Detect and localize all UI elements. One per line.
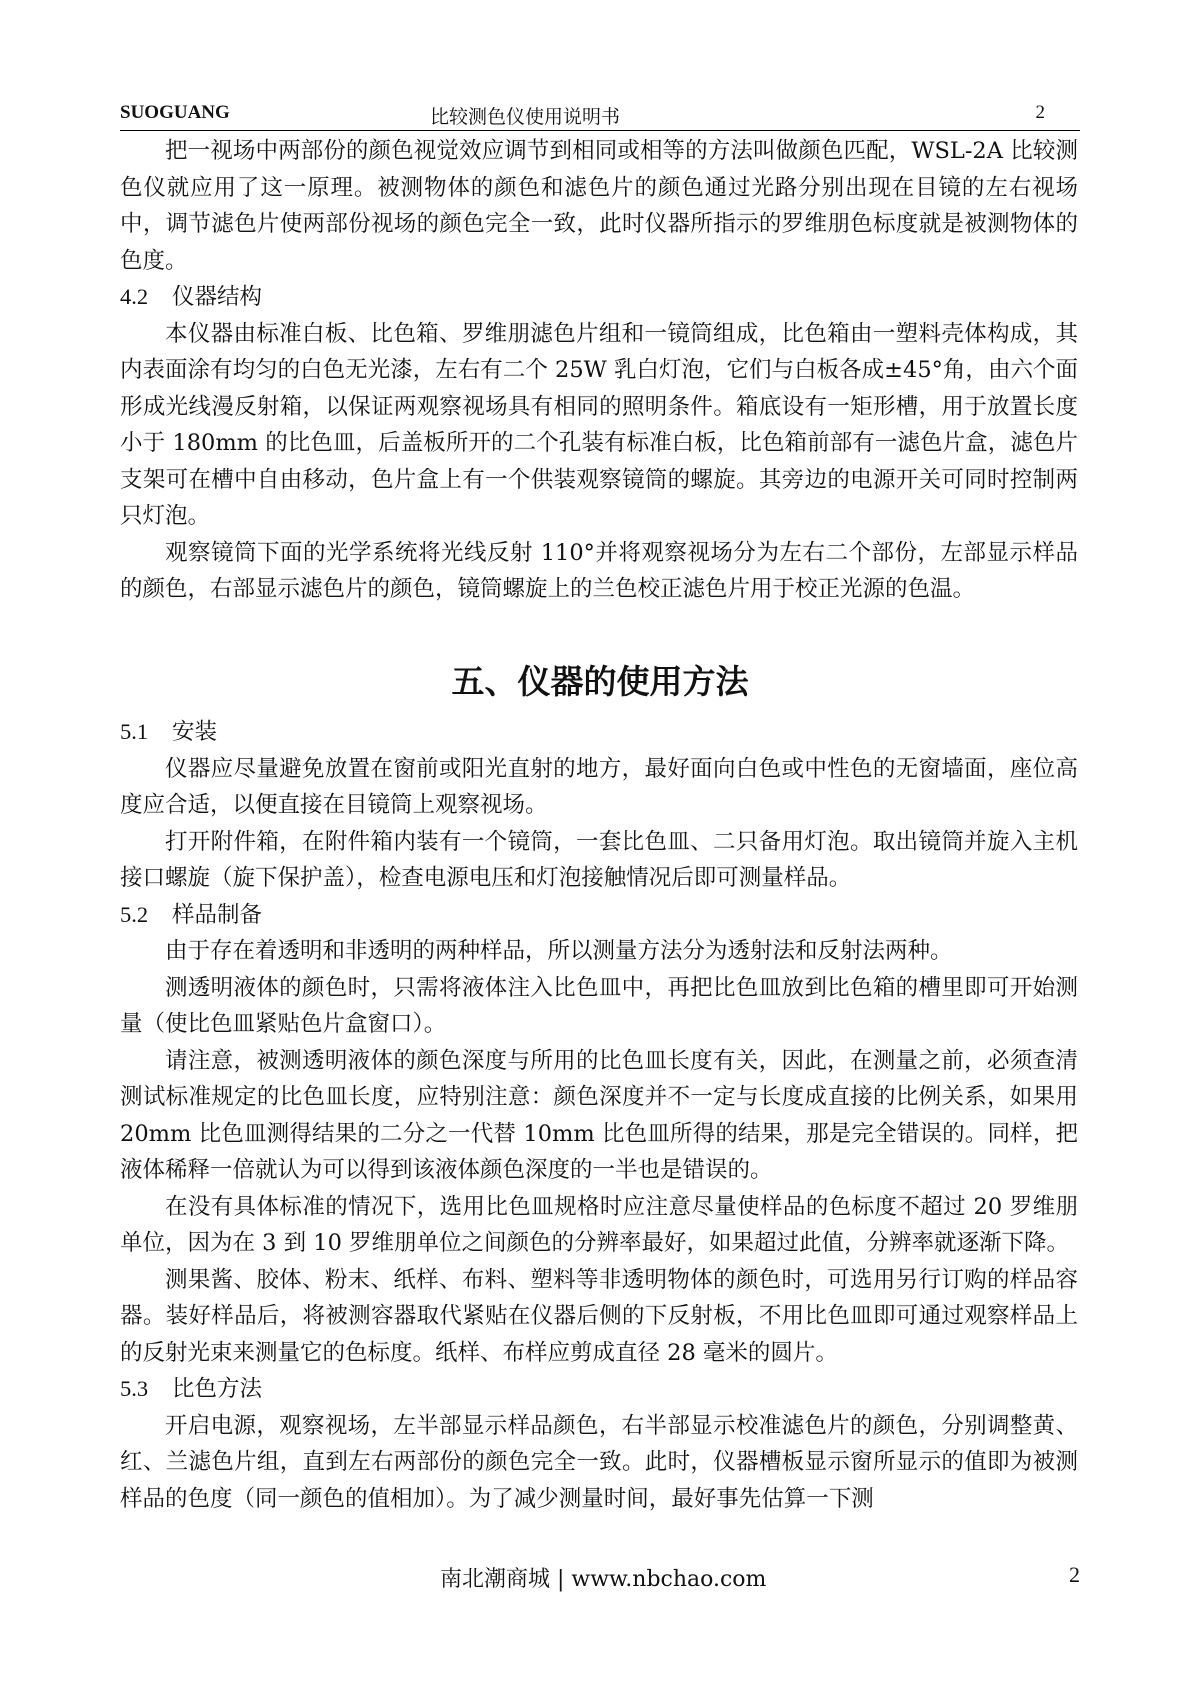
section-number: 4.2 — [120, 284, 149, 309]
paragraph: 测透明液体的颜色时，只需将液体注入比色皿中，再把比色皿放到比色箱的槽里即可开始测量（使比色皿紧贴色片盒窗口）。 — [120, 974, 1078, 1037]
section-title: 安装 — [172, 719, 218, 745]
paragraph: 在没有具体标准的情况下，选用比色皿规格时应注意尽量使样品的色标度不超过 20 罗维朋单位，因为在 3 到 10 罗维朋单位之间颜色的分辨率最好，如果超过此值，分辨率就逐渐下降。 — [120, 1193, 1078, 1256]
paragraph: 测果酱、胶体、粉末、纸样、布料、塑料等非透明物体的颜色时，可选用另行订购的样品容器。装好样品后，将被测容器取代紧贴在仪器后侧的下反射板，不用比色皿即可通过观察样品上的反射光束来测量它的色标度。纸样、布样应剪成直径 28 毫米的圆片。 — [120, 1266, 1078, 1366]
section-title: 比色方法 — [172, 1376, 263, 1402]
section-heading-5-1 — [120, 714, 1078, 751]
chapter-title: 五、仪器的使用方法 — [451, 662, 749, 701]
header-brand: SUOGUANG — [120, 102, 230, 123]
paragraph: 请注意，被测透明液体的颜色深度与所用的比色皿长度有关，因此，在测量之前，必须查清测试标准规定的比色皿长度，应特别注意：颜色深度并不一定与长度成直接的比例关系，如果用 20mm 比色皿测得结果的二分之一代替 10mm 比色皿所得的结果，那是完全错误的。同样，把液体稀释一倍就认为可以得到该液体颜色深度的一半也是错误的。 — [120, 1047, 1078, 1183]
section-title: 仪器结构 — [172, 284, 263, 310]
section-number: 5.3 — [120, 1376, 149, 1401]
section-heading-4-2 — [120, 279, 1078, 316]
paragraph: 把一视场中两部份的颜色视觉效应调节到相同或相等的方法叫做颜色匹配，WSL-2A 比较测色仪就应用了这一原理。被测物体的颜色和滤色片的颜色通过光路分别出现在目镜的左右视场中，调节滤色片使两部份视场的颜色完全一致，此时仪器所指示的罗维朋色标度就是被测物体的色度。 — [120, 138, 1078, 274]
header-title: 比较测色仪使用说明书 — [430, 106, 621, 128]
paragraph: 本仪器由标准白板、比色箱、罗维朋滤色片组和一镜筒组成，比色箱由一塑料壳体构成，其内表面涂有均匀的白色无光漆，左右有二个 25W 乳白灯泡，它们与白板各成±45°角，由六个面形成光线漫反射箱，以保证两观察视场具有相同的照明条件。箱底设有一矩形槽，用于放置长度小于 180mm 的比色皿，后盖板所开的二个孔装有标准白板，比色箱前部有一滤色片盒，滤色片支架可在槽中自由移动，色片盒上有一个供装观察镜筒的螺旋。其旁边的电源开关可同时控制两只灯泡。 — [120, 320, 1078, 529]
paragraph: 观察镜筒下面的光学系统将光线反射 110°并将观察视场分为左右二个部份，左部显示样品的颜色，右部显示滤色片的颜色，镜筒螺旋上的兰色校正滤色片用于校正光源的色温。 — [120, 539, 1078, 602]
paragraph: 仪器应尽量避免放置在窗前或阳光直射的地方，最好面向白色或中性色的无窗墙面，座位高度应合适，以便直接在目镜筒上观察视场。 — [120, 755, 1078, 818]
section-number: 5.1 — [120, 719, 149, 744]
paragraph: 打开附件箱，在附件箱内装有一个镜筒，一套比色皿、二只备用灯泡。取出镜筒并旋入主机接口螺旋（旋下保护盖），检查电源电压和灯泡接触情况后即可测量样品。 — [120, 828, 1078, 891]
section-title: 样品制备 — [172, 901, 263, 928]
paragraph: 开启电源，观察视场，左半部显示样品颜色，右半部显示校准滤色片的颜色，分别调整黄、红、兰滤色片组，直到左右两部份的颜色完全一致。此时，仪器槽板显示窗所显示的值即为被测样品的色度（同一颜色的值相加）。为了减少测量时间，最好事先估算一下测 — [120, 1412, 1078, 1512]
header-page-number: 2 — [1035, 102, 1045, 123]
page-footer — [120, 1562, 1080, 1596]
section-heading-5-3 — [120, 1371, 1078, 1408]
section-4-text — [120, 133, 1078, 608]
section-5-text — [120, 714, 1078, 1517]
page-header — [120, 100, 1080, 131]
footer-page-number: 2 — [1069, 1562, 1080, 1587]
paragraph: 由于存在着透明和非透明的两种样品，所以测量方法分为透射法和反射法两种。 — [165, 938, 953, 964]
section-heading-5-2 — [120, 897, 1078, 934]
section-number: 5.2 — [120, 901, 149, 927]
footer-site-link[interactable]: 南北潮商城 | www.nbchao.com — [440, 1567, 767, 1592]
